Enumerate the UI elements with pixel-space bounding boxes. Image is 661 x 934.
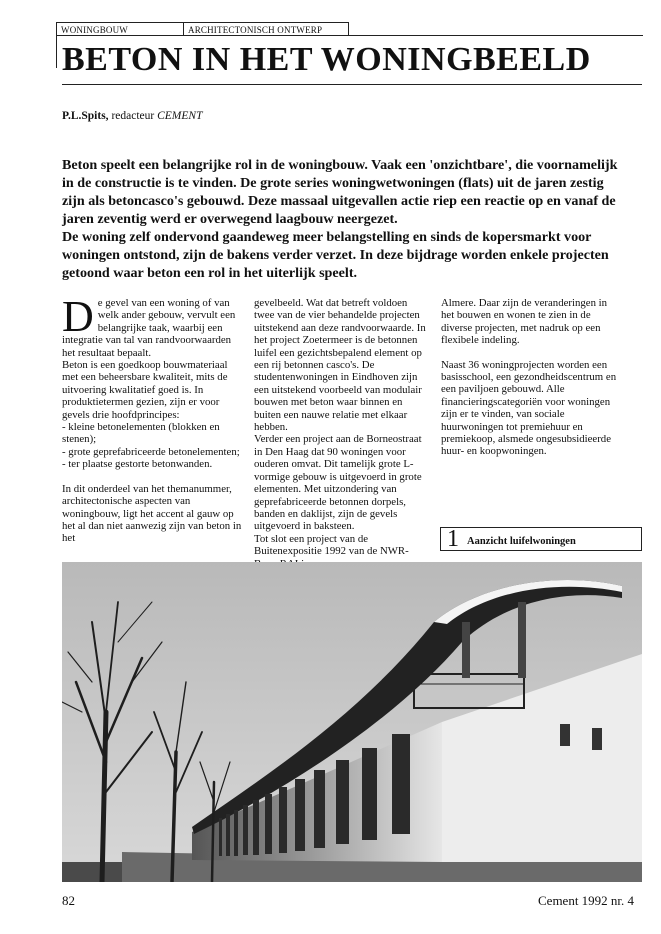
column-3 (441, 297, 621, 458)
body-paragraph: Tot slot een project van de Buitenexpositie 1992 van de NWR- (254, 532, 409, 558)
list-item: - ter plaatse gestorte betonwanden. (62, 458, 213, 471)
author-role: redacteur (111, 110, 155, 122)
page-number: 82 (62, 893, 75, 908)
column-1 (62, 292, 242, 545)
drop-cap: D (62, 292, 94, 341)
figure-number: 1 (447, 526, 459, 552)
header-rule (349, 35, 643, 36)
byline (62, 110, 202, 122)
title-bracket (56, 36, 57, 68)
article-title: BETON IN HET WONINGBEELD (62, 41, 591, 78)
column-2 (254, 297, 430, 570)
intro-paragraph: De woning zelf ondervond gaandeweg meer belangstelling en sinds de kopersmarkt voor woningen ontstond, zijn de bakens verder verzet. In deze bijdrage worden enkele projecten getoond waar beton een rol in het uiterlijk speelt. (62, 229, 609, 281)
intro-lead (62, 156, 622, 282)
body-paragraph: Verder een project aan de Borneostraat in Den Haag dat 90 woningen voor ouderen omvat. Dit tamelijk grote L-vormige gebouw is uitgevoerd in grote elementen. Met uitzondering van geprefabriceerde betonnen dorpels, banden en daklijst, zijn de gevels uitgevoerd in baksteen. (254, 433, 422, 533)
author-name: P.L.Spits, (62, 110, 109, 122)
body-paragraph: e gevel van een woning of van welk ander gebouw, vervult een belangrijke taak, waarbij een integratie van tal van randvoorwaarden het resultaat bepaalt. (62, 297, 236, 359)
journal-issue: Cement 1992 nr. 4 (538, 893, 635, 908)
subsection-tab: ARCHITECTONISCH ONTWERP (183, 22, 349, 36)
list-item: - kleine betonelementen (blokken en stenen); (62, 421, 220, 446)
body-paragraph: Almere. Daar zijn de veranderingen in het bouwen en wonen te zien in de diverse projecten, met nadruk op een flexibele indeling. (441, 297, 608, 347)
figure-caption: Aanzicht luifelwoningen (467, 536, 576, 547)
body-paragraph: In dit onderdeel van het themanummer, architectonische aspecten van woningbouw, ligt het accent al gauw op het al dan niet aanwezig zijn van beton in het (62, 482, 242, 545)
title-rule (62, 84, 642, 85)
section-tab: WONINGBOUW (56, 22, 184, 36)
list-item: - grote geprefabriceerde betonelementen; (62, 445, 240, 458)
intro-paragraph: Beton speelt een belangrijke rol in de woningbouw. Vaak een 'onzichtbare', die voornamelijk in de constructie is te vinden. De grote series woningwetwoningen (flats) uit de jaren zestig zijn als betoncasco's gebouwd. Deze massaal uitgevallen actie riep een reactie op en vanaf de jaren zeventig werd er overwegend laagbouw neergezet. (62, 157, 618, 227)
body-paragraph: Beton is een goedkoop bouwmateriaal met een beheersbare kwaliteit, mits de uitvoering kwalitatief goed is. In produktietermen gezien, zijn er voor gevels drie hoofdprincipes: (62, 359, 228, 421)
building-photo (62, 562, 642, 882)
author-publication: CEMENT (157, 110, 203, 122)
body-paragraph: Naast 36 woningprojecten worden een basisschool, een gezondheidscentrum en een paviljoen gebouwd. Alle financieringscategoriën voor woningen zijn er te vinden, van sociale huurwoningen tot premiehuur en premiekoop, alsmede ongesubsidieerde huur- en koopwoningen. (441, 358, 617, 458)
body-paragraph: gevelbeeld. Wat dat betreft voldoen twee van de vier behandelde projecten uitstekend aan deze randvoorwaarde. In het project Zoetermeer is de betonnen luifel een gezichtsbepalend element op een rij betonnen casco's. De studentenwoningen in Eindhoven zijn een uitstekend voorbeeld van modulair bouwen met beton waar binnen en buiten een nauwe relatie met elkaar hebben. (254, 297, 426, 434)
